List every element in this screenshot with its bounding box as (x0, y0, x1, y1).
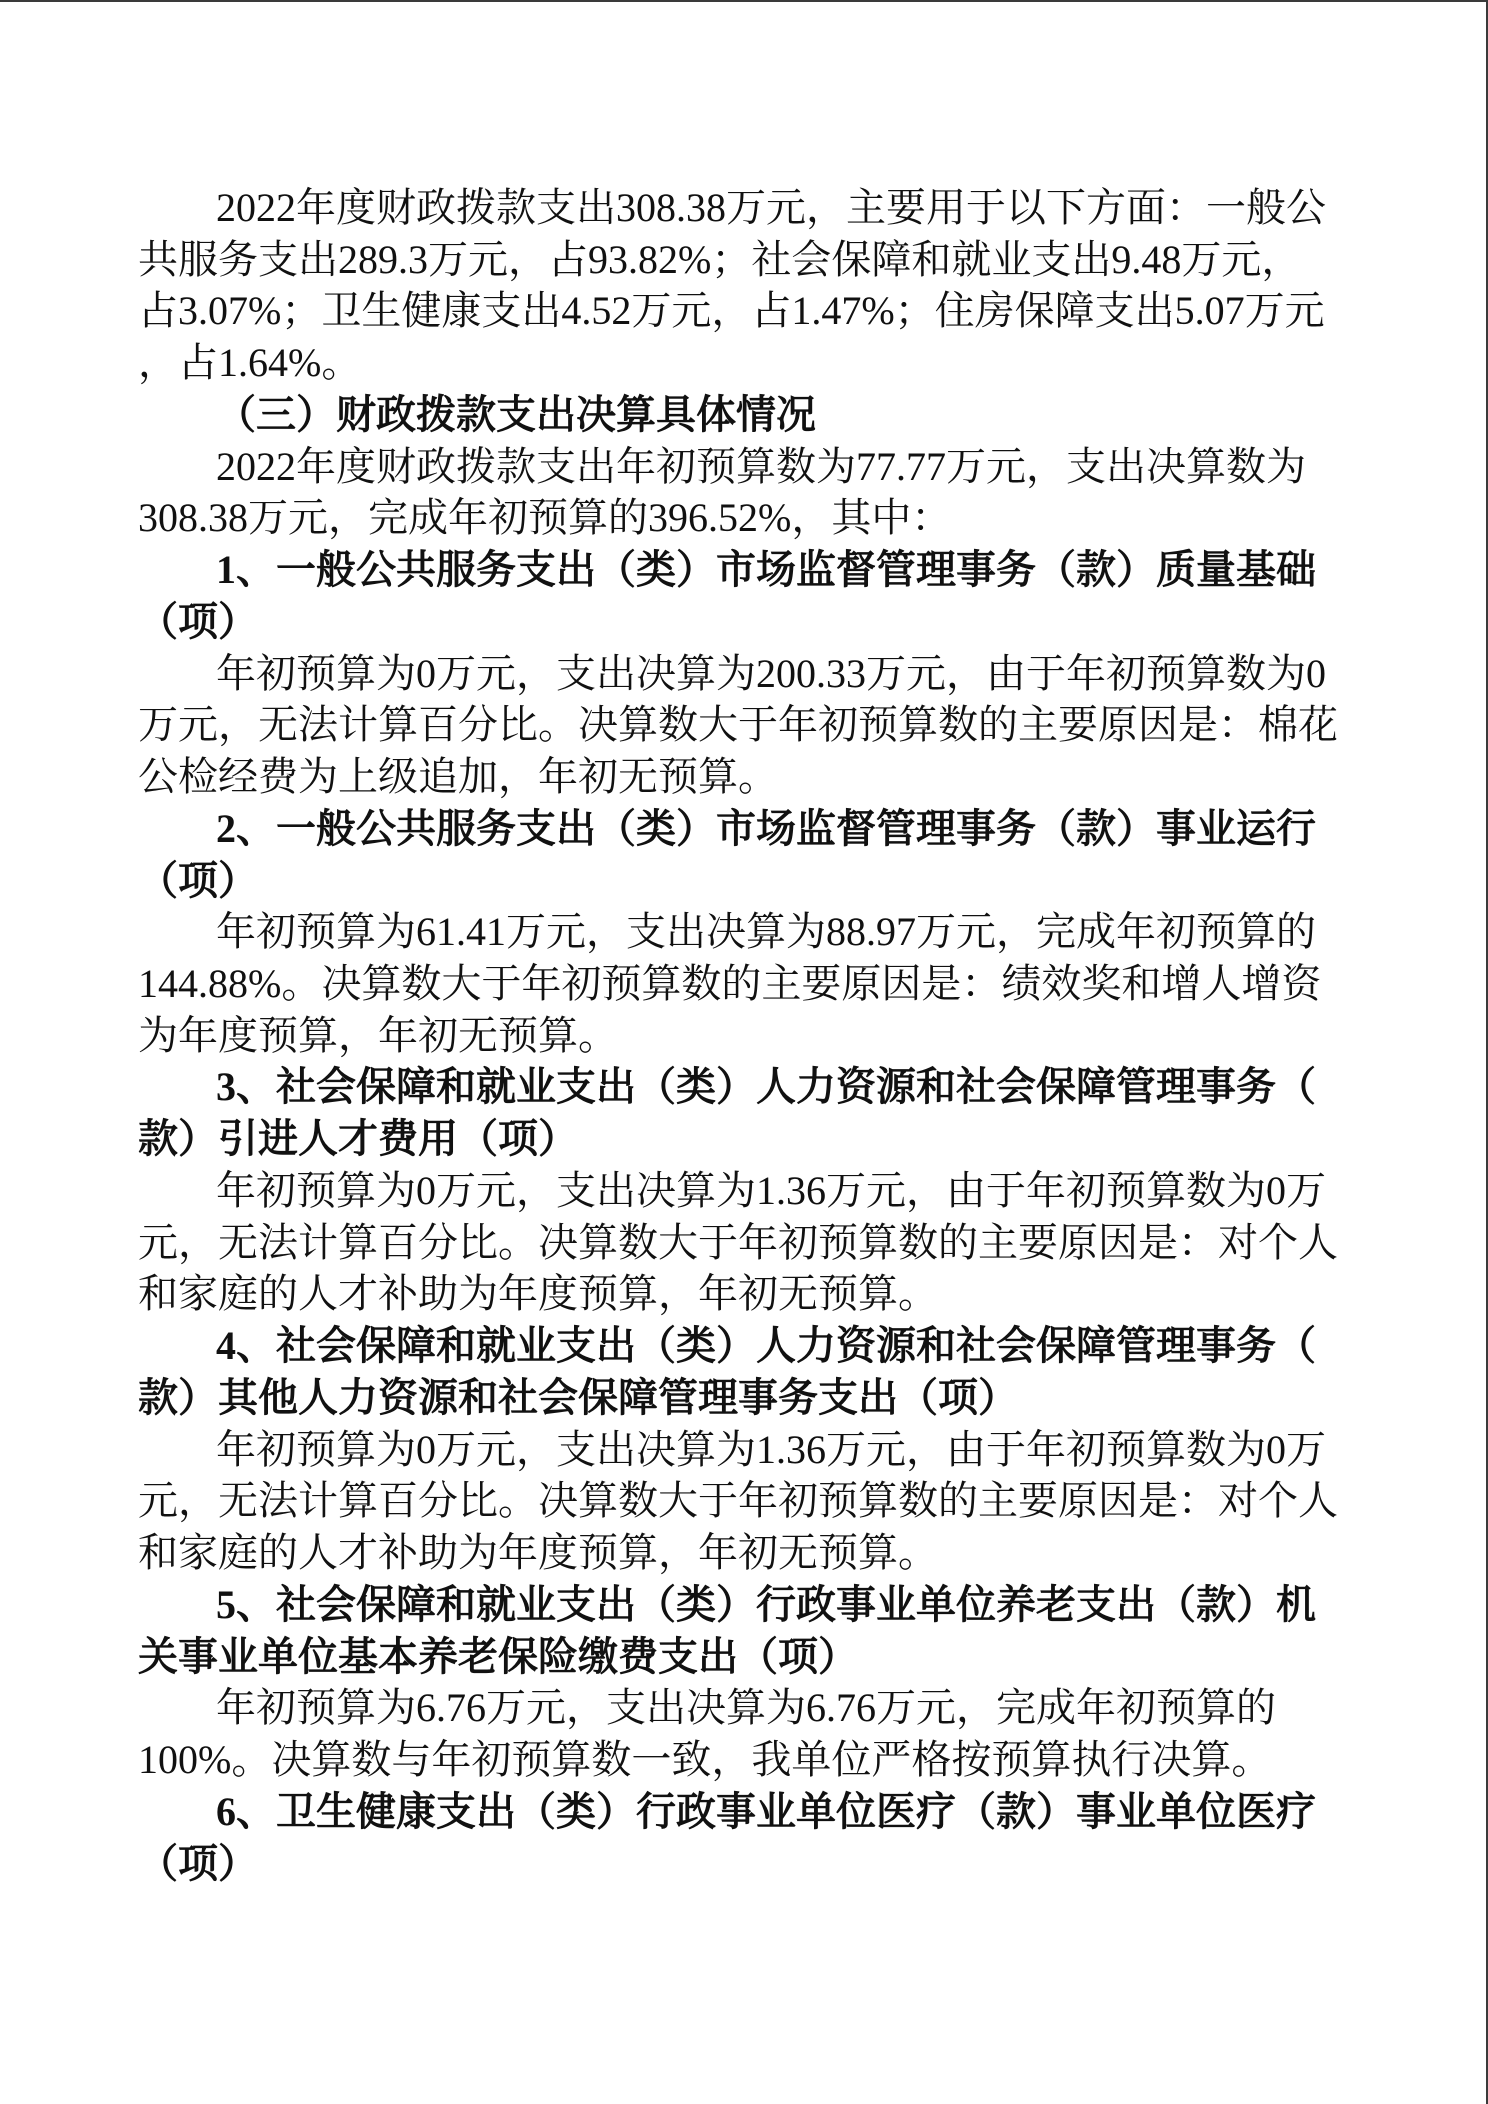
item-title-line: 6、卫生健康支出（类）行政事业单位医疗（款）事业单位医疗 (216, 1788, 1316, 1834)
intro-paragraph (138, 441, 1378, 544)
item-body-line: 年初预算为0万元，支出决算为200.33万元，由于年初预算数为0 (216, 650, 1326, 696)
item-title-line: （项） (138, 857, 258, 903)
document-body (138, 182, 1378, 1889)
expense-item-1 (138, 544, 1378, 803)
paragraph-line: 共服务支出289.3万元，占93.82%；社会保障和就业支出9.48万元， (138, 236, 1302, 282)
item-title-line: 1、一般公共服务支出（类）市场监督管理事务（款）质量基础 (216, 547, 1316, 593)
item-title-line: 关事业单位基本养老保险缴费支出（项） (138, 1633, 858, 1679)
summary-paragraph (138, 182, 1378, 389)
item-title-line: 4、社会保障和就业支出（类）人力资源和社会保障管理事务（ (216, 1323, 1316, 1369)
item-title-line: 款）引进人才费用（项） (138, 1116, 578, 1162)
paragraph-line: 占3.07%；卫生健康支出4.52万元，占1.47%；住房保障支出5.07万元 (138, 288, 1325, 334)
item-body-line: 万元，无法计算百分比。决算数大于年初预算数的主要原因是：棉花 (138, 702, 1338, 748)
item-body-line: 公检经费为上级追加，年初无预算。 (138, 754, 778, 800)
item-body-line: 年初预算为61.41万元，支出决算为88.97万元，完成年初预算的 (216, 909, 1316, 955)
item-title-line: 款）其他人力资源和社会保障管理事务支出（项） (138, 1374, 1018, 1420)
item-body-line: 年初预算为0万元，支出决算为1.36万元，由于年初预算数为0万 (216, 1426, 1326, 1472)
item-body-line: 和家庭的人才补助为年度预算，年初无预算。 (138, 1530, 938, 1576)
paragraph-line: 2022年度财政拨款支出308.38万元，主要用于以下方面：一般公 (216, 185, 1326, 230)
item-title-line: 5、社会保障和就业支出（类）行政事业单位养老支出（款）机 (216, 1581, 1316, 1627)
item-body-line: 144.88%。决算数大于年初预算数的主要原因是：绩效奖和增人增资 (138, 961, 1322, 1007)
item-title-line: 2、一般公共服务支出（类）市场监督管理事务（款）事业运行 (216, 805, 1316, 851)
item-body-line: 100%。决算数与年初预算数一致，我单位严格按预算执行决算。 (138, 1737, 1272, 1783)
item-body-line: 元，无法计算百分比。决算数大于年初预算数的主要原因是：对个人 (138, 1478, 1338, 1524)
expense-item-5 (138, 1579, 1378, 1786)
item-body-line: 和家庭的人才补助为年度预算，年初无预算。 (138, 1271, 938, 1317)
item-body-line: 年初预算为6.76万元，支出决算为6.76万元，完成年初预算的 (216, 1685, 1276, 1731)
paragraph-line: 2022年度财政拨款支出年初预算数为77.77万元，支出决算数为 (216, 443, 1306, 489)
page-border-top (0, 0, 1488, 2)
item-title-line: （项） (138, 598, 258, 644)
section-heading: （三）财政拨款支出决算具体情况 (216, 391, 816, 437)
item-title-line: 3、社会保障和就业支出（类）人力资源和社会保障管理事务（ (216, 1064, 1316, 1110)
expense-item-3 (138, 1061, 1378, 1320)
item-body-line: 年初预算为0万元，支出决算为1.36万元，由于年初预算数为0万 (216, 1167, 1326, 1213)
paragraph-line: ，占1.64%。 (138, 340, 362, 386)
item-body-line: 为年度预算，年初无预算。 (138, 1012, 618, 1058)
item-body-line: 元，无法计算百分比。决算数大于年初预算数的主要原因是：对个人 (138, 1219, 1338, 1265)
expense-item-2 (138, 803, 1378, 1062)
expense-item-4 (138, 1320, 1378, 1579)
item-title-line: （项） (138, 1840, 258, 1886)
expense-item-6 (138, 1786, 1378, 1889)
paragraph-line: 308.38万元，完成年初预算的396.52%，其中： (138, 495, 952, 541)
